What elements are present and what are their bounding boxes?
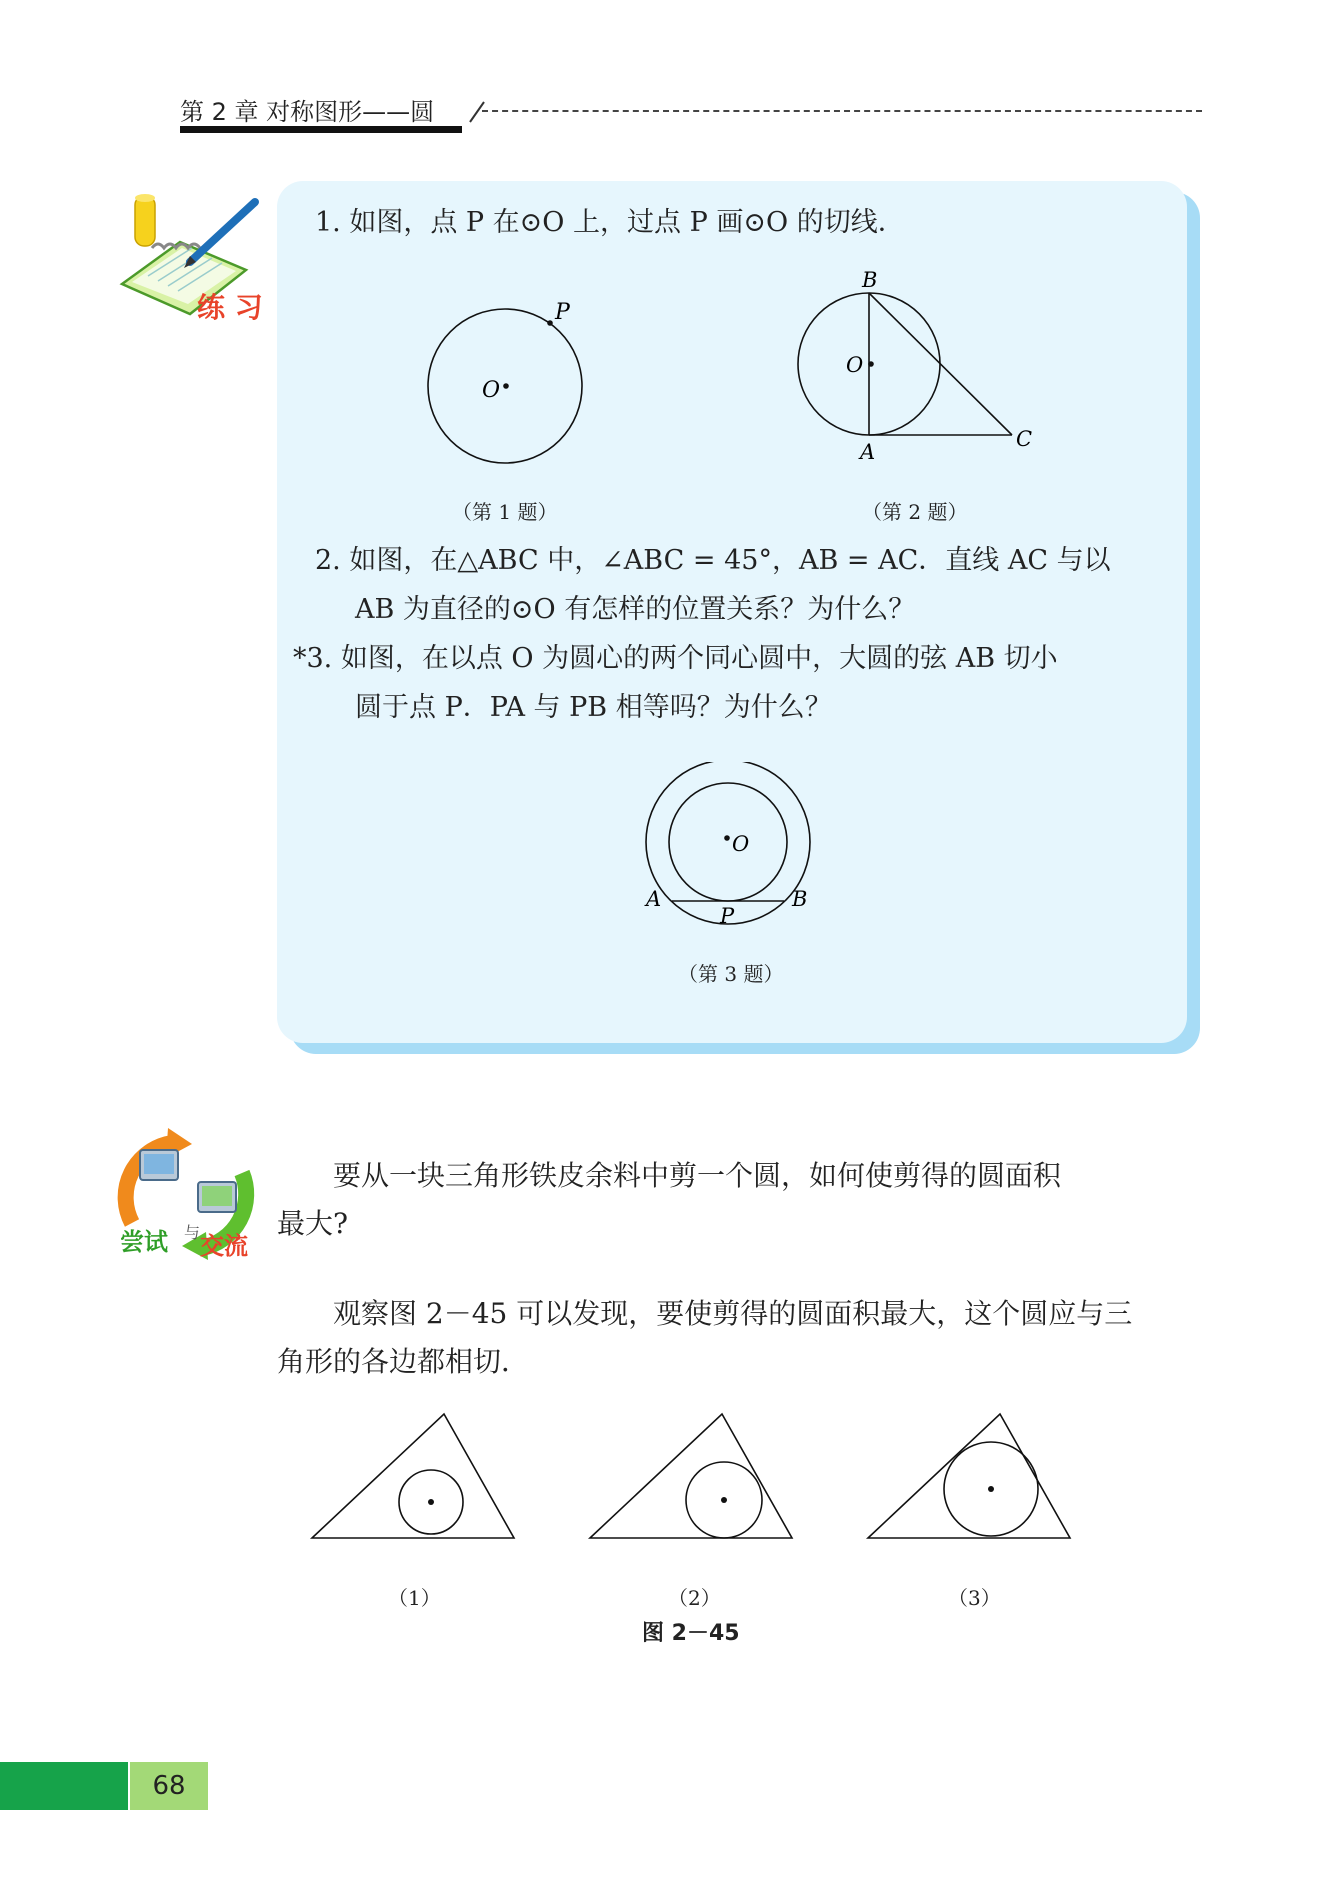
label-a: A: [860, 440, 876, 462]
try-text-line-2: 最大?: [277, 1207, 349, 1240]
center-dot-1: [428, 1499, 434, 1505]
question-1: 1. 如图，点 P 在⊙O 上，过点 P 画⊙O 的切线．: [315, 207, 905, 238]
caption-q3: （第 3 题）: [678, 962, 784, 986]
figure-2-45-part-2: [584, 1408, 798, 1544]
label-o: O: [732, 832, 750, 856]
caption-q1: （第 1 题）: [452, 500, 558, 524]
figure-2-45-sub-2: （2）: [668, 1586, 721, 1610]
figure-q2: [780, 262, 1050, 462]
label-o: O: [846, 353, 864, 377]
figure-q1: [410, 296, 600, 472]
center-dot-2: [721, 1497, 727, 1503]
try-icon-label-2: 与: [184, 1223, 201, 1242]
figure-2-45-part-3: [862, 1408, 1076, 1544]
point-p: [547, 320, 553, 326]
footer-green-bar: [0, 1762, 128, 1810]
label-b: B: [862, 268, 878, 292]
figure-2-45-part-1: [306, 1408, 520, 1544]
try-text-line-1: 要从一块三角形铁皮余料中剪一个圆，如何使剪得的圆面积: [333, 1159, 1062, 1192]
observation-line-1: 观察图 2－45 可以发现，要使剪得的圆面积最大，这个圆应与三: [333, 1297, 1133, 1330]
center-point-o: [868, 361, 874, 367]
practice-icon-label: 练 习: [197, 291, 263, 324]
label-c: C: [1016, 427, 1033, 451]
caption-q2: （第 2 题）: [862, 500, 968, 524]
question-3-line-2: 圆于点 P．PA 与 PB 相等吗？为什么？: [355, 692, 832, 723]
center-point-o: [724, 835, 730, 841]
header-dashed-rule: [482, 110, 1202, 112]
page-number: 68: [152, 1771, 186, 1801]
figure-2-45-sub-3: （3）: [948, 1586, 1001, 1610]
question-3-line-1: *3. 如图，在以点 O 为圆心的两个同心圆中，大圆的弦 AB 切小: [293, 643, 1058, 674]
label-p: P: [720, 904, 735, 928]
label-p: P: [555, 300, 570, 325]
question-2-line-1: 2. 如图，在△ABC 中，∠ABC = 45°，AB = AC．直线 AC 与以: [315, 545, 1111, 576]
figure-2-45-caption: 图 2－45: [642, 1621, 740, 1646]
header-slash: [468, 100, 486, 124]
large-circle: [646, 762, 810, 924]
center-point-o: [503, 383, 509, 389]
center-dot-3: [988, 1486, 994, 1492]
label-a: A: [646, 887, 662, 911]
small-circle: [669, 783, 787, 901]
try-icon-label-3: 交流: [200, 1232, 248, 1260]
chapter-title: 第 2 章 对称图形——圆: [180, 98, 435, 126]
header-bar: [180, 126, 462, 133]
figure-2-45-sub-1: （1）: [388, 1586, 441, 1610]
question-2-line-2: AB 为直径的⊙O 有怎样的位置关系？为什么？: [355, 594, 916, 625]
triangle-3: [868, 1414, 1070, 1538]
try-icon-label-1: 尝试: [120, 1228, 168, 1256]
segment-bc: [869, 293, 1012, 435]
label-o: O: [482, 378, 501, 403]
observation-line-2: 角形的各边都相切．: [277, 1345, 530, 1378]
figure-q3: [636, 762, 836, 932]
label-b: B: [792, 887, 808, 911]
